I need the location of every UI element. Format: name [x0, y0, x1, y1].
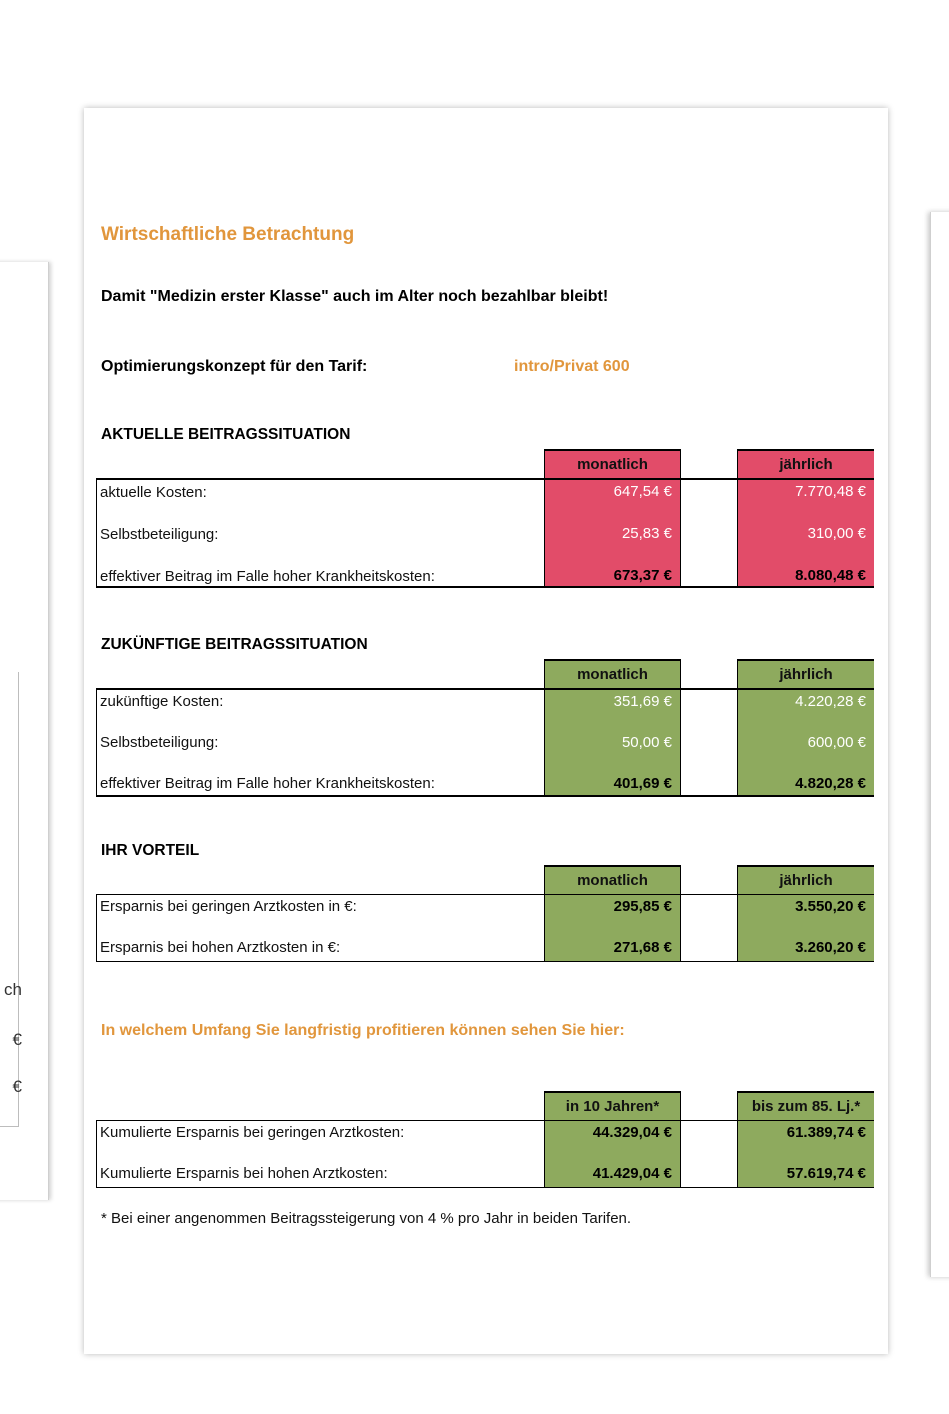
advantage-col-monthly: monatlich: [545, 865, 680, 894]
future-col-monthly: monatlich: [545, 659, 680, 688]
background-text-fragment: €: [12, 1030, 22, 1049]
row-label: zukünftige Kosten:: [100, 693, 224, 710]
value-cell: 3.260,20 €: [795, 939, 866, 956]
value-cell: 7.770,48 €: [795, 483, 866, 500]
value-cell: 673,37 €: [613, 567, 672, 584]
longterm-85-column: [738, 1121, 874, 1188]
longterm-col-85: bis zum 85. Lj.*: [738, 1091, 874, 1120]
current-yearly-column: [738, 480, 874, 588]
table-bottom-rule: [96, 586, 874, 588]
table-bottom-rule: [96, 961, 874, 962]
table-column-rule: [680, 449, 681, 588]
value-cell: 25,83 €: [621, 525, 672, 542]
background-page-left: [0, 262, 49, 1200]
value-cell: 57.619,74 €: [786, 1165, 866, 1182]
row-label: Ersparnis bei hohen Arztkosten in €:: [100, 939, 341, 956]
section-heading-current: AKTUELLE BEITRAGSSITUATION: [101, 426, 351, 443]
footnote: * Bei einer angenommen Beitragssteigerung von 4 % pro Jahr in beiden Tarifen.: [101, 1210, 632, 1227]
table-column-rule: [680, 659, 681, 797]
value-cell: 295,85 €: [613, 898, 672, 915]
future-monthly-column: [545, 690, 680, 797]
value-cell: 8.080,48 €: [795, 567, 866, 584]
table-column-rule: [680, 1091, 681, 1188]
future-col-yearly: jährlich: [738, 659, 874, 688]
value-cell: 351,69 €: [613, 693, 672, 710]
row-label: aktuelle Kosten:: [100, 484, 207, 501]
background-page-right: [930, 212, 949, 1277]
value-cell: 271,68 €: [613, 939, 672, 956]
table-left-rule: [96, 688, 97, 797]
value-cell: 4.220,28 €: [795, 693, 866, 710]
table-bottom-rule: [96, 1187, 874, 1188]
value-cell: 401,69 €: [613, 775, 672, 792]
table-left-rule: [96, 894, 97, 962]
current-col-monthly: monatlich: [545, 449, 680, 478]
tarif-value: intro/Privat 600: [514, 358, 630, 375]
row-label: effektiver Beitrag im Falle hoher Krankheitskosten:: [100, 775, 435, 792]
subtitle: Damit "Medizin erster Klasse" auch im Alter noch bezahlbar bleibt!: [101, 288, 609, 305]
background-text-fragment: ch: [4, 980, 22, 999]
row-label: Selbstbeteiligung:: [100, 526, 219, 543]
section-heading-future: ZUKÜNFTIGE BEITRAGSSITUATION: [101, 636, 368, 653]
value-cell: 50,00 €: [621, 734, 672, 751]
page-title: Wirtschaftliche Betrachtung: [101, 224, 355, 245]
value-cell: 44.329,04 €: [592, 1124, 672, 1141]
row-label: effektiver Beitrag im Falle hoher Krankheitskosten:: [100, 568, 435, 585]
document-page: [84, 108, 888, 1354]
table-left-rule: [96, 1120, 97, 1188]
value-cell: 310,00 €: [807, 525, 866, 542]
tarif-label: Optimierungskonzept für den Tarif:: [101, 358, 368, 375]
longterm-col-10y: in 10 Jahren*: [545, 1091, 680, 1120]
value-cell: 600,00 €: [807, 734, 866, 751]
value-cell: 3.550,20 €: [795, 898, 866, 915]
background-text-fragment: €: [12, 1077, 22, 1096]
longterm-heading: In welchem Umfang Sie langfristig profitieren können sehen Sie hier:: [101, 1022, 625, 1039]
value-cell: 647,54 €: [613, 483, 672, 500]
row-label: Ersparnis bei geringen Arztkosten in €:: [100, 898, 357, 915]
background-table-box: [0, 672, 19, 1127]
future-yearly-column: [738, 690, 874, 797]
table-bottom-rule: [96, 795, 874, 797]
row-label: Kumulierte Ersparnis bei geringen Arztkosten:: [100, 1124, 405, 1141]
row-label: Kumulierte Ersparnis bei hohen Arztkosten:: [100, 1165, 388, 1182]
value-cell: 41.429,04 €: [592, 1165, 672, 1182]
value-cell: 61.389,74 €: [786, 1124, 866, 1141]
longterm-10y-column: [545, 1121, 680, 1188]
section-heading-advantage: IHR VORTEIL: [101, 842, 200, 859]
advantage-col-yearly: jährlich: [738, 865, 874, 894]
advantage-yearly-column: [738, 895, 874, 962]
advantage-monthly-column: [545, 895, 680, 962]
current-monthly-column: [545, 480, 680, 588]
table-left-rule: [96, 478, 97, 588]
row-label: Selbstbeteiligung:: [100, 734, 219, 751]
current-col-yearly: jährlich: [738, 449, 874, 478]
value-cell: 4.820,28 €: [795, 775, 866, 792]
table-column-rule: [680, 865, 681, 962]
